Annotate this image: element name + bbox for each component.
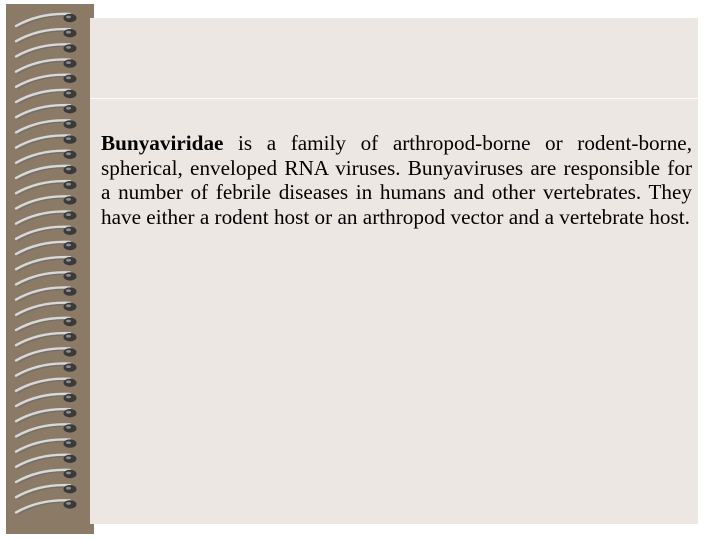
term-bold: Bunyaviridae — [101, 131, 224, 155]
spiral-ring — [16, 44, 77, 58]
spiral-binding-icon — [0, 0, 90, 540]
spiral-ring — [16, 287, 77, 301]
spiral-ring — [16, 135, 77, 149]
spiral-ring — [16, 181, 77, 195]
spiral-ring — [16, 485, 77, 499]
spiral-ring — [16, 348, 77, 362]
spiral-ring — [16, 166, 77, 180]
spiral-ring — [16, 151, 77, 165]
spiral-ring — [16, 379, 77, 393]
definition-paragraph — [101, 131, 692, 230]
spiral-ring — [16, 211, 77, 225]
spiral-ring — [16, 90, 77, 104]
spiral-ring — [16, 120, 77, 134]
page-divider — [90, 98, 698, 99]
spiral-ring — [16, 14, 77, 28]
notebook-page — [90, 18, 698, 524]
spiral-ring — [16, 500, 77, 514]
spiral-ring — [16, 29, 77, 43]
spiral-ring — [16, 470, 77, 484]
spiral-ring — [16, 227, 77, 241]
spiral-ring — [16, 333, 77, 347]
spiral-ring — [16, 257, 77, 271]
spiral-ring — [16, 303, 77, 317]
definition-text: is a family of arthropod-borne or rodent-borne, spherical, enveloped RNA viruses. Bunyaviruses are responsible for a number of febrile diseases in humans and other vertebrates. They have either a rodent host or an arthropod vector and a vertebrate host. — [101, 131, 692, 230]
spiral-ring — [16, 272, 77, 286]
spiral-ring — [16, 409, 77, 423]
spiral-ring — [16, 363, 77, 377]
spiral-ring — [16, 318, 77, 332]
spiral-ring — [16, 394, 77, 408]
spiral-ring — [16, 196, 77, 210]
spiral-ring — [16, 439, 77, 453]
spiral-ring — [16, 455, 77, 469]
spiral-ring — [16, 242, 77, 256]
spiral-ring — [16, 59, 77, 73]
spiral-ring — [16, 105, 77, 119]
spiral-ring — [16, 424, 77, 438]
spiral-ring — [16, 75, 77, 89]
